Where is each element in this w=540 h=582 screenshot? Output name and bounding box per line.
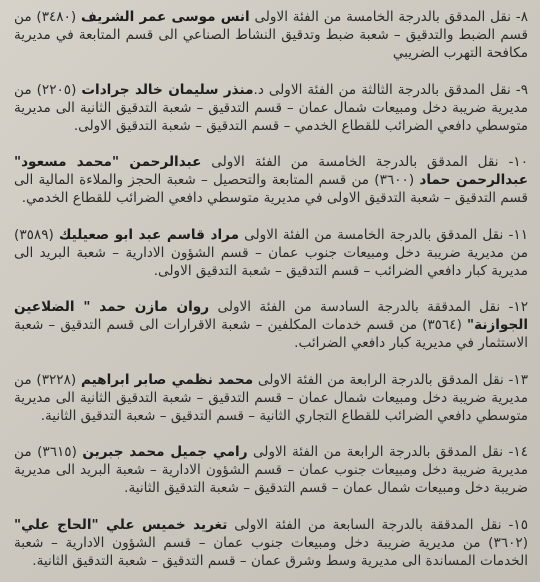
transfer-item-15 [14,516,528,570]
transfer-item-9 [14,81,528,135]
item-text-start: ١٤- نقل المدقق بالدرجة الرابعة من الفئة الاولى [247,444,529,460]
employee-name: عبدالرحمن "محمد مسعود" عبدالرحمن حماد [14,154,528,188]
employee-name: محمد نظمي صابر ابراهيم [80,371,254,388]
item-text-rest: (٣٦٠٢) من مديرية ضريبة دخل ومبيعات جنوب عمان – قسم الشؤون الادارية – شعبة الخدمات المساندة الى مديرية وسط وشرق عمان – قسم التدقيق – شعبة التدقيق الثانية. [14,534,528,569]
item-text-start: ٩- نقل المدقق بالدرجة الثالثة من الفئة الاولى د. [253,81,528,98]
item-text-start: ١٣- نقل المدقق بالدرجة الرابعة من الفئة الاولى [253,371,529,388]
employee-name: منذر سليمان خالد جرادات [81,81,254,98]
item-text-rest: (٣٤٨٠) من قسم الضبط والتدقيق – شعبة ضبط وتدقيق النشاط الصناعي الى قسم المتابعة في مديرية مكافحة التهرب الضريبي [14,9,528,61]
item-text-rest: (٣٦٠٠) من قسم المتابعة والتحصيل – شعبة الحجز والملاءة المالية الى قسم التدقيق – شعبة التدقيق الاولى في مديرية متوسطي دافعي الضرائب للقطاع الخدمي. [14,172,528,206]
item-text-start: ١١- نقل المدقق بالدرجة الخامسة من الفئة الاولى [239,226,528,243]
item-text-rest: (٣٢٢٨) من مديرية ضريبة دخل ومبيعات شمال عمان – قسم التدقيق – شعبة التدقيق الثانية الى مديرية متوسطي دافعي الضرائب للقطاع التجاري الثانية – قسم التدقيق – شعبة التدقيق الثانية. [14,371,528,424]
transfer-item-11 [14,226,528,280]
transfer-item-13 [14,371,528,425]
employee-name: تغريد خميس علي "الحاج علي" [14,516,228,533]
item-text-rest: (٣٦١٥) من مديرية ضريبة دخل ومبيعات جنوب عمان – قسم الشؤون الادارية – شعبة البريد الى مديرية ضريبة دخل ومبيعات شمال عمان – قسم التدقيق – شعبة التدقيق الثانية. [14,444,528,496]
item-text-start: ١٥- نقل المدققة بالدرجة السابعة من الفئة الاولى [227,516,528,533]
item-text-start: ١٠- نقل المدقق بالدرجة الخامسة من الفئة الاولى [201,154,528,170]
transfer-item-12 [14,298,528,352]
item-text-start: ٨- نقل المدقق بالدرجة الخامسة من الفئة الاولى [249,9,528,25]
transfer-item-14 [14,443,528,497]
item-text-rest: (٢٢٠٥) من مديرية ضريبة دخل ومبيعات شمال عمان – قسم التدقيق – شعبة التدقيق الثانية الى مديرية متوسطي دافعي الضرائب للقطاع الخدمي – قسم التدقيق – شعبة التدقيق الاولى. [14,81,528,134]
employee-name: مراد قاسم عبد ابو صعيليك [59,226,239,243]
item-text-rest: (٣٥٨٩) من مديرية ضريبة دخل ومبيعات جنوب عمان – قسم الشؤون الادارية – شعبة البريد الى مديرية كبار دافعي الضرائب – قسم التدقيق – شعبة التدقيق الاولى. [14,226,528,279]
item-text-start: ١٢- نقل المدققة بالدرجة السادسة من الفئة الاولى [209,299,529,315]
employee-name: روان مازن حمد " الضلاعين الجوازنة" [14,299,528,333]
employee-name: انس موسى عمر الشريف [80,9,250,25]
item-text-rest: (٣٥٦٤) من قسم خدمات المكلفين – شعبة الاقرارات الى قسم التدقيق – شعبة الاستثمار في مديرية كبار دافعي الضرائب. [14,317,528,351]
transfer-item-8 [14,8,528,62]
employee-name: رامي جميل محمد جبرين [82,444,248,460]
transfer-item-10 [14,153,528,207]
